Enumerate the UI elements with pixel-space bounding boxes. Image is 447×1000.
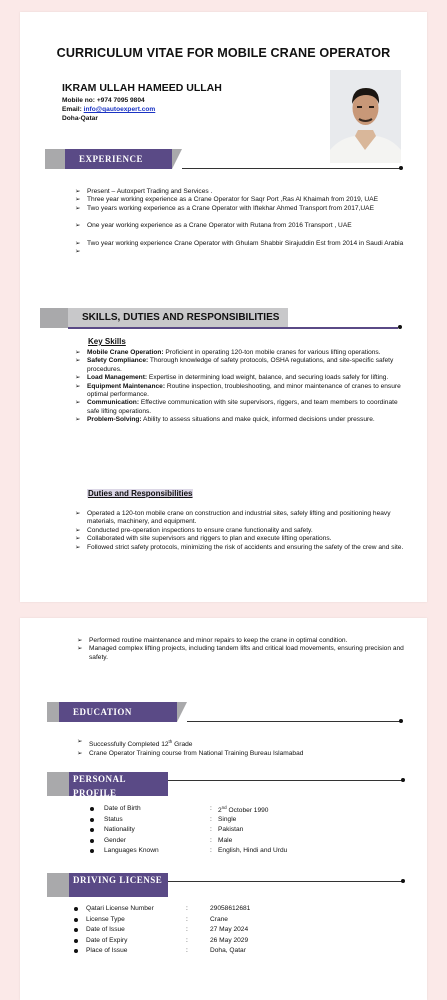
table-row: Date of Issue : 27 May 2024: [74, 926, 250, 937]
list-item: ➢ Load Management: Expertise in determining load weight, balance, and securing loads safely for lifting.: [75, 374, 407, 382]
list-item: ➢ Crane Operator Training course from National Training Bureau Islamabad: [77, 750, 407, 758]
list-item: ➢ Followed strict safety protocols, minimizing the risk of accidents and ensuring the safety of the crew and site.: [75, 544, 407, 552]
list-item: ➢ Performed routine maintenance and minor repairs to keep the crane in optimal condition.: [77, 637, 409, 645]
list-item: ➢ Two years working experience as a Crane Operator with Iftekhar Ahmed Transport from 2017,UAE: [75, 205, 405, 213]
resume-page-1: [20, 12, 427, 602]
resume-page-2: [20, 618, 427, 1000]
list-item: ➢ Managed complex lifting projects, including tandem lifts and critical load movements, ensuring precision and safety.: [77, 645, 409, 662]
experience-heading: EXPERIENCE: [65, 149, 172, 169]
mobile-number: +974 7095 9804: [96, 97, 145, 104]
table-row: Languages Known : English, Hindi and Urdu: [90, 847, 287, 858]
table-row: Gender : Male: [90, 837, 287, 848]
table-row: Place of Issue : Doha, Qatar: [74, 947, 250, 958]
key-skills-heading: Key Skills: [88, 337, 126, 346]
email-label: Email:: [62, 106, 82, 113]
list-item: ➢ Mobile Crane Operation: Proficient in operating 120-ton mobile cranes for various lifting operations.: [75, 349, 407, 357]
skills-heading: SKILLS, DUTIES AND RESPONSIBILITIES: [68, 308, 288, 328]
table-row: License Type : Crane: [74, 916, 250, 927]
list-item: ➢ Safety Compliance: Thorough knowledge of safety protocols, OSHA regulations, and site-specific safety procedures.: [75, 357, 407, 374]
list-item: ➢ One year working experience as a Crane Operator with Rutana from 2016 Transport , UAE: [75, 222, 405, 230]
document-title: CURRICULUM VITAE FOR MOBILE CRANE OPERATOR: [56, 46, 391, 60]
experience-heading-bar: [45, 149, 405, 169]
list-item: ➢ Equipment Maintenance: Routine inspection, troubleshooting, and minor maintenance of cranes to ensure optimal performance.: [75, 383, 407, 400]
list-item: ➢ Conducted pre-operation inspections to ensure crane functionality and safety.: [75, 527, 407, 535]
list-item: ➢ Collaborated with site supervisors and riggers to plan and execute lifting operations.: [75, 535, 407, 543]
email-link[interactable]: info@qautoexpert.com: [83, 106, 156, 113]
education-heading-bar: [47, 702, 407, 722]
mobile-label: Mobile no:: [62, 97, 95, 104]
list-item: ➢ Problem-Solving: Ability to assess situations and make quick, informed decisions under pressure.: [75, 416, 407, 424]
table-row: Date of Expiry : 26 May 2029: [74, 937, 250, 948]
list-item: ➢ Two year working experience Crane Operator with Ghulam Shabbir Sirajuddin Est from 2014 in Saudi Arabia: [75, 240, 405, 248]
mobile-line: [62, 97, 145, 106]
table-row: Status : Single: [90, 816, 287, 827]
personal-table: [90, 805, 287, 858]
duties-heading: Duties and Responsibilities: [88, 489, 193, 498]
table-row: Date of Birth : 2nd October 1990: [90, 805, 287, 816]
education-list: [77, 738, 407, 758]
table-row: Qatari License Number : 29058612681: [74, 905, 250, 916]
experience-list: [75, 188, 405, 248]
list-item: ➢ Present – Autoxpert Trading and Services .: [75, 188, 405, 196]
candidate-name: IKRAM ULLAH HAMEED ULLAH: [62, 82, 222, 94]
list-item: ➢ Successfully Completed 12th Grade: [77, 738, 407, 750]
email-line: [62, 106, 155, 115]
driving-heading: DRIVING LICENSE: [69, 873, 168, 897]
list-item: ➢ Operated a 120-ton mobile crane on construction and industrial sites, safely lifting and positioning heavy materials, machinery, and equipment.: [75, 510, 407, 527]
table-row: Nationality : Pakistan: [90, 826, 287, 837]
location: Doha-Qatar: [62, 115, 98, 122]
list-item: ➢ Three year working experience as a Crane Operator for Saqr Port ,Ras Al Khaimah from 2019, UAE: [75, 196, 405, 204]
driving-table: [74, 905, 250, 958]
key-skills-list: [75, 349, 407, 425]
personal-heading: PERSONAL PROFILE: [69, 772, 168, 796]
skills-heading-bar: [40, 308, 404, 328]
duties-list: [75, 510, 407, 552]
driving-heading-bar: [47, 873, 407, 897]
personal-heading-bar: [47, 772, 407, 796]
education-heading: EDUCATION: [59, 702, 177, 722]
duties-list-continued: [77, 637, 409, 662]
list-item: ➢ Communication: Effective communication with site supervisors, riggers, and team members to coordinate safe lifting operations.: [75, 399, 407, 416]
